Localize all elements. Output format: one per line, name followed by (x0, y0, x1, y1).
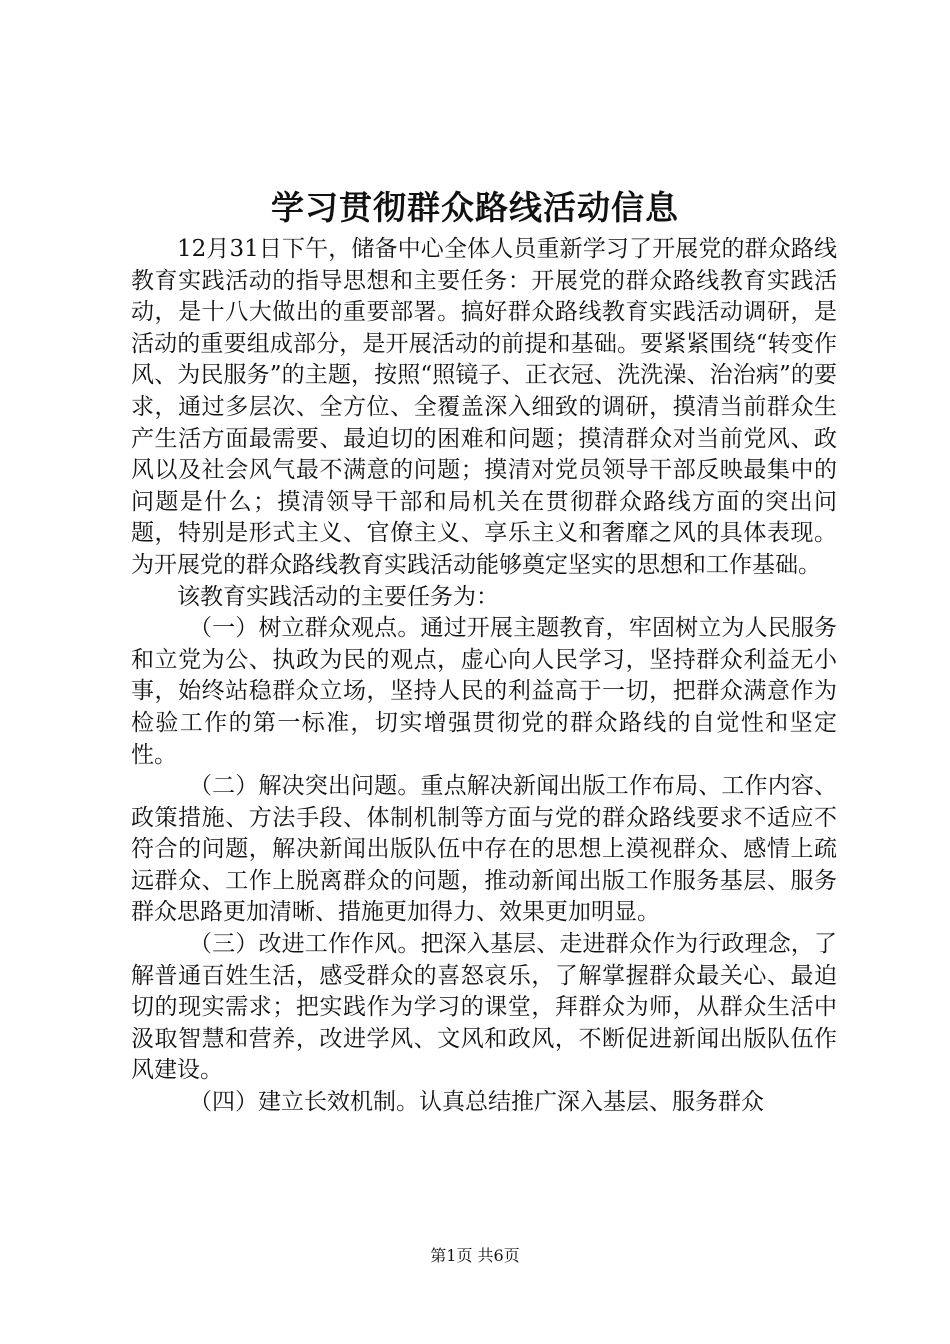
paragraph-task-4: （四）建立长效机制。认真总结推广深入基层、服务群众 (189, 1089, 764, 1116)
page-footer: 第1页 共6页 (430, 1246, 520, 1265)
paragraph-task-2: （二）解决突出问题。重点解决新闻出版工作布局、工作内容、政策措施、方法手段、体制机制等方面与党的群众路线要求不适应不符合的问题，解决新闻出版队伍中存在的思想上漠视群众、感情上疏远群众、工作上脱离群众的问题，推动新闻出版工作服务基层、服务群众思路更加清晰、措施更加得力、效果更加明显。 (131, 773, 837, 926)
document-title: 学习贯彻群众路线活动信息 (271, 188, 679, 227)
paragraph-task-1: （一）树立群众观点。通过开展主题教育，牢固树立为人民服务和立党为公、执政为民的观点，虚心向人民学习，坚持群众利益无小事，始终站稳群众立场，坚持人民的利益高于一切，把群众满意作为检验工作的第一标准，切实增强贯彻党的群众路线的自觉性和坚定性。 (131, 615, 837, 768)
document-body (131, 234, 837, 1119)
paragraph-tasks-heading: 该教育实践活动的主要任务为： (177, 583, 499, 610)
paragraph-intro: 12月31日下午，储备中心全体人员重新学习了开展党的群众路线教育实践活动的指导思想和主要任务：开展党的群众路线教育实践活动，是十八大做出的重要部署。搞好群众路线教育实践活动调研，是活动的重要组成部分，是开展活动的前提和基础。要紧紧围绕“转变作风、为民服务”的主题，按照“照镜子、正衣冠、洗洗澡、治治病”的要求，通过多层次、全方位、全覆盖深入细致的调研，摸清当前群众生产生活方面最需要、最迫切的困难和问题；摸清群众对当前党风、政风以及社会风气最不满意的问题；摸清对党员领导干部反映最集中的问题是什么；摸清领导干部和局机关在贯彻群众路线方面的突出问题，特别是形式主义、官僚主义、享乐主义和奢靡之风的具体表现。为开展党的群众路线教育实践活动能够奠定坚实的思想和工作基础。 (131, 236, 837, 578)
paragraph-task-3: （三）改进工作作风。把深入基层、走进群众作为行政理念，了解普通百姓生活，感受群众的喜怒哀乐，了解掌握群众最关心、最迫切的现实需求；把实践作为学习的课堂，拜群众为师，从群众生活中汲取智慧和营养，改进学风、文风和政风，不断促进新闻出版队伍作风建设。 (131, 931, 837, 1084)
